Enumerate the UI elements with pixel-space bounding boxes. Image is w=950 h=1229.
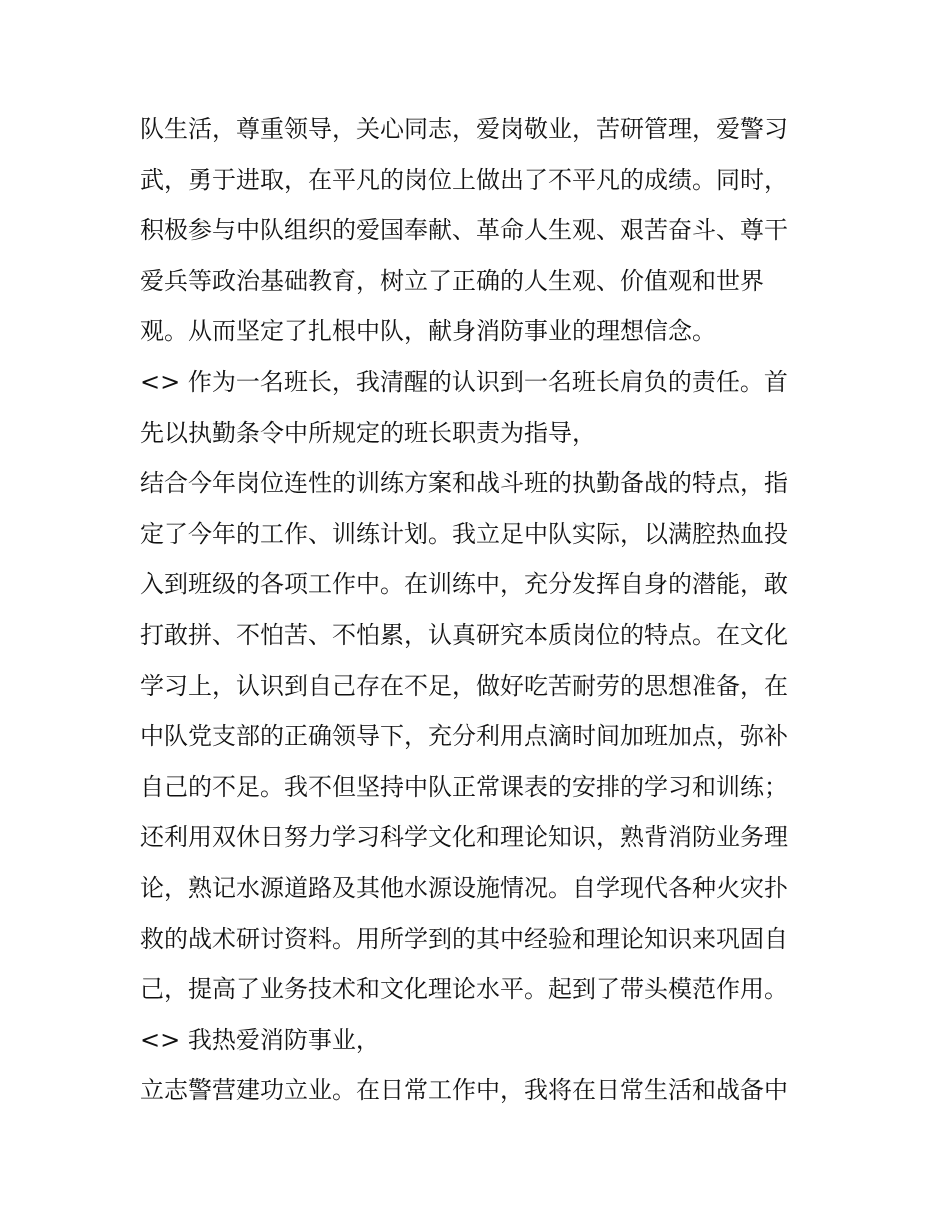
text-line: 救的战术研讨资料。用所学到的其中经验和理论知识来巩固自 — [140, 924, 788, 953]
text-line: 还利用双休日努力学习科学文化和理论知识，熟背消防业务理 — [140, 823, 788, 852]
text-line: 学习上，认识到自己存在不足，做好吃苦耐劳的思想准备，在 — [140, 671, 788, 700]
text-line: 积极参与中队组织的爱国奉献、革命人生观、艰苦奋斗、尊干 — [140, 216, 788, 245]
text-line: 打敢拼、不怕苦、不怕累，认真研究本质岗位的特点。在文化 — [140, 620, 788, 649]
text-line: 自己的不足。我不但坚持中队正常课表的安排的学习和训练； — [140, 772, 788, 801]
text-line: 观。从而坚定了扎根中队，献身消防事业的理想信念。 — [140, 317, 716, 346]
text-line: <> 我热爱消防事业， — [140, 1025, 380, 1054]
text-line: 队生活，尊重领导，关心同志，爱岗敬业，苦研管理，爱警习 — [140, 115, 788, 143]
body-text — [140, 104, 820, 1116]
text-line: 爱兵等政治基础教育，树立了正确的人生观、价值观和世界 — [140, 266, 764, 295]
text-line: 己，提高了业务技术和文化理论水平。起到了带头模范作用。 — [140, 975, 788, 1004]
text-line: 结合今年岗位连性的训练方案和战斗班的执勤备战的特点，指 — [140, 469, 788, 498]
text-line: 入到班级的各项工作中。在训练中，充分发挥自身的潜能，敢 — [140, 570, 788, 599]
text-line: 武，勇于进取，在平凡的岗位上做出了不平凡的成绩。同时， — [140, 165, 788, 194]
text-line: 先以执勤条令中所规定的班长职责为指导， — [140, 418, 596, 447]
text-line: 立志警营建功立业。在日常工作中，我将在日常生活和战备中 — [140, 1076, 788, 1105]
text-line: <> 作为一名班长，我清醒的认识到一名班长肩负的责任。首 — [140, 367, 788, 396]
text-line: 中队党支部的正确领导下，充分利用点滴时间加班加点，弥补 — [140, 722, 788, 751]
text-line: 定了今年的工作、训练计划。我立足中队实际，以满腔热血投 — [140, 519, 788, 548]
text-line: 论，熟记水源道路及其他水源设施情况。自学现代各种火灾扑 — [140, 873, 788, 902]
